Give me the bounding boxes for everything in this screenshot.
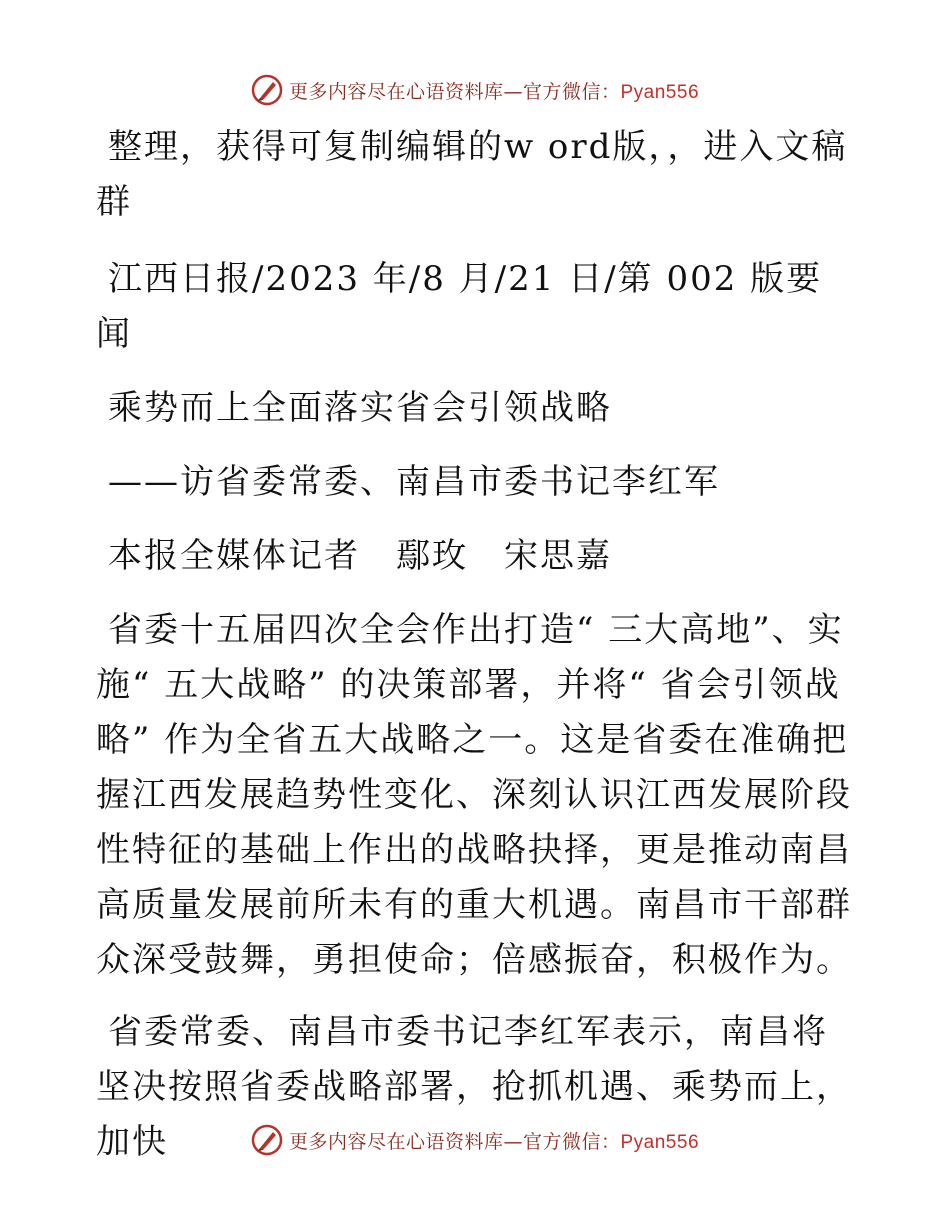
red-quill-circle-logo-icon: [251, 74, 283, 106]
footer-banner-text: 更多内容尽在心语资料库—官方微信：Pyan556: [288, 1130, 700, 1153]
intro-text: 整理，获得可复制编辑的w ord版，，进入文稿群: [96, 127, 848, 222]
body-paragraph: 省委常委、南昌市委书记李红军表示，南昌将坚决按照省委战略部署，抢抓机遇、乘势而上，加快: [96, 1012, 852, 1162]
footer-banner: [0, 1120, 950, 1160]
header-banner: [0, 70, 950, 110]
red-quill-circle-logo-icon: [251, 1124, 283, 1156]
body-paragraph: 省委十五届四次全会作出打造“ 三大高地”、实施“ 五大战略” 的决策部署，并将“ 省会引领战略” 作为全省五大战略之一。这是省委在准确把握江西发展趋势性变化、深刻认识江西发展阶段性特征的基础上作出的战略抉择，更是推动南昌高质量发展前所未有的重大机遇。南昌市干部群众深受鼓舞，勇担使命；倍感振奋，积极作为。: [96, 610, 852, 980]
byline: 本报全媒体记者 鄢玫 宋思嘉: [108, 536, 612, 576]
source-line: 江西日报/2023 年/8 月/21 日/第 002 版要闻: [96, 259, 823, 354]
header-banner-text: 更多内容尽在心语资料库—官方微信：Pyan556: [288, 80, 700, 103]
article-subtitle: ——访省委常委、南昌市委书记李红军: [108, 462, 720, 502]
document-body: [96, 120, 856, 1170]
article-title: 乘势而上全面落实省会引领战略: [108, 388, 612, 428]
